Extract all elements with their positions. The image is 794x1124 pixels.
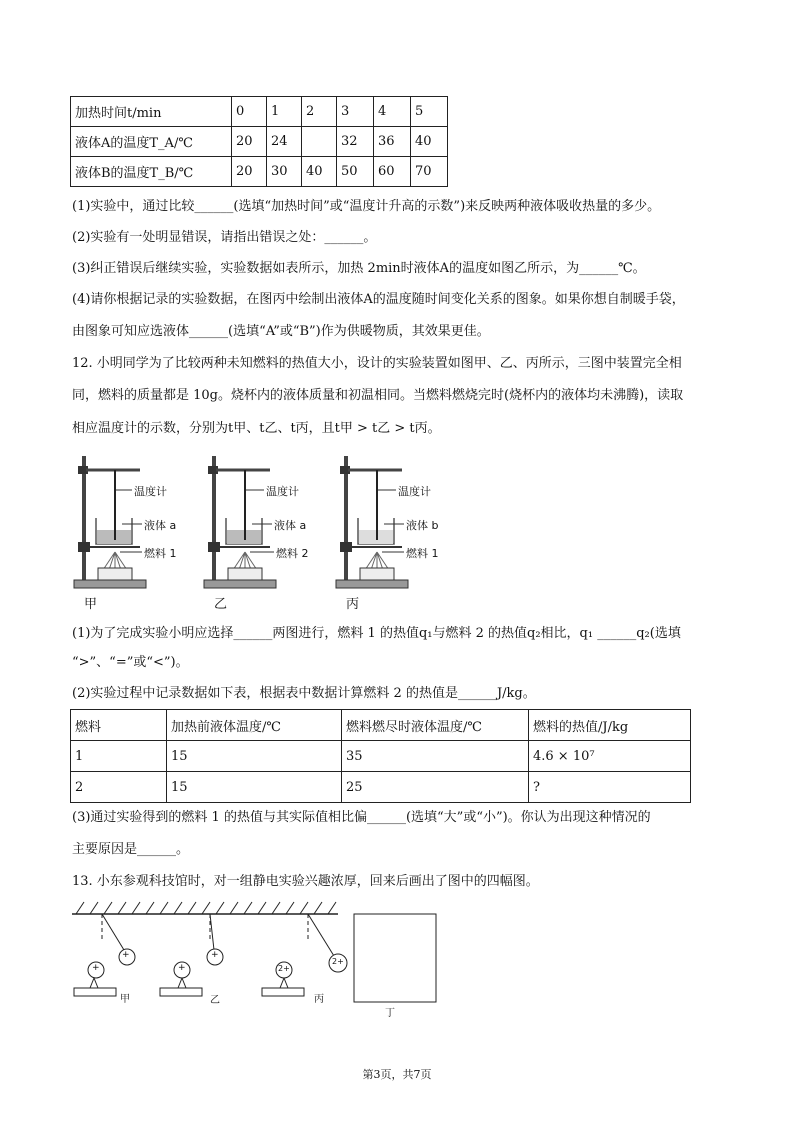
fuel-label: 燃料 2 bbox=[276, 547, 309, 560]
data-table-1 bbox=[70, 96, 448, 187]
table-cell: 50 bbox=[337, 157, 374, 187]
liquid-label: 液体 b bbox=[406, 519, 439, 532]
table-cell: 70 bbox=[411, 157, 448, 187]
table-cell: 24 bbox=[267, 127, 302, 157]
table-cell: 25 bbox=[342, 772, 529, 803]
table-cell: 1 bbox=[71, 741, 167, 772]
table-cell: 2 bbox=[71, 772, 167, 803]
apparatus-yi bbox=[204, 456, 276, 588]
q11-part1: (1)实验中，通过比较______(选填“加热时间”或“温度计升高的示数”)来反映两种液体吸收热量的多少。 bbox=[72, 199, 661, 214]
figure-caption: 丁 bbox=[385, 1008, 395, 1019]
liquid-label: 液体 a bbox=[144, 519, 177, 532]
table-header-cell: 燃料燃尽时液体温度/℃ bbox=[342, 710, 529, 741]
q12-intro-line3: 相应温度计的示数，分别为t甲、t乙、t丙，且t甲 > t乙 > t丙。 bbox=[72, 421, 441, 436]
table-cell: 1 bbox=[267, 97, 302, 127]
table-cell: 液体B的温度T_B/℃ bbox=[71, 157, 232, 187]
table-cell: 加热时间t/min bbox=[71, 97, 232, 127]
q11-part4-line2: 由图象可知应选液体______(选填“A”或“B”)作为供暖物质，其效果更佳。 bbox=[72, 324, 490, 339]
q12-part3-line2: 主要原因是______。 bbox=[72, 842, 190, 857]
apparatus-jia bbox=[74, 456, 146, 588]
q13-intro: 13. 小东参观科技馆时，对一组静电实验兴趣浓厚，回来后画出了图中的四幅图。 bbox=[72, 874, 539, 889]
figure-caption: 丙 bbox=[346, 597, 360, 612]
table-row bbox=[71, 741, 691, 772]
table-cell: 4.6 × 10⁷ bbox=[529, 741, 691, 772]
data-table-2 bbox=[70, 709, 691, 803]
table-row bbox=[71, 710, 691, 741]
figure-caption: 甲 bbox=[84, 597, 98, 612]
charge-label: 2+ bbox=[332, 957, 344, 966]
page-number: 第3页，共7页 bbox=[362, 1068, 432, 1081]
apparatus-bing bbox=[336, 456, 408, 588]
table-cell: 20 bbox=[232, 127, 267, 157]
liquid-label: 液体 a bbox=[274, 519, 307, 532]
table-cell: ? bbox=[529, 772, 691, 803]
table-cell: 32 bbox=[337, 127, 374, 157]
table-cell: 15 bbox=[167, 741, 342, 772]
q12-intro-line1: 12. 小明同学为了比较两种未知燃料的热值大小，设计的实验装置如图甲、乙、丙所示，三图中装置完全相 bbox=[72, 356, 682, 371]
table-header-cell: 燃料的热值/J/kg bbox=[529, 710, 691, 741]
table-header-cell: 燃料 bbox=[71, 710, 167, 741]
table-cell: 20 bbox=[232, 157, 267, 187]
q12-part2: (2)实验过程中记录数据如下表，根据表中数据计算燃料 2 的热值是______J/kg。 bbox=[72, 686, 536, 701]
table-cell: 15 bbox=[167, 772, 342, 803]
q11-part2: (2)实验有一处明显错误，请指出错误之处：______。 bbox=[72, 230, 377, 245]
figure-caption: 甲 bbox=[120, 994, 130, 1005]
table-cell: 2 bbox=[302, 97, 337, 127]
thermometer-label: 温度计 bbox=[398, 485, 431, 498]
table-cell: 35 bbox=[342, 741, 529, 772]
figure-caption: 乙 bbox=[214, 597, 228, 612]
q12-part1-line1: (1)为了完成实验小明应选择______两图进行，燃料 1 的热值q₁与燃料 2 的热值q₂相比，q₁ ______q₂(选填 bbox=[72, 626, 681, 641]
fuel-label: 燃料 1 bbox=[144, 547, 177, 560]
table-cell: 0 bbox=[232, 97, 267, 127]
table-row bbox=[71, 127, 448, 157]
table-cell: 5 bbox=[411, 97, 448, 127]
charge-label: 2+ bbox=[278, 964, 290, 973]
table-cell: 40 bbox=[411, 127, 448, 157]
charge-label: + bbox=[211, 950, 219, 960]
table-cell bbox=[302, 127, 337, 157]
table-cell: 30 bbox=[267, 157, 302, 187]
q12-intro-line2: 同，燃料的质量都是 10g。烧杯内的液体质量和初温相同。当燃料燃烧完时(烧杯内的液体均未沸腾)，读取 bbox=[72, 388, 684, 403]
q11-part3: (3)纠正错误后继续实验，实验数据如表所示，加热 2min时液体A的温度如图乙所示，为______℃。 bbox=[72, 261, 646, 276]
table-cell: 60 bbox=[374, 157, 411, 187]
figure-caption: 丙 bbox=[314, 994, 324, 1005]
table-row bbox=[71, 157, 448, 187]
q12-part3-line1: (3)通过实验得到的燃料 1 的热值与其实际值相比偏______(选填“大”或“小”)。你认为出现这种情况的 bbox=[72, 810, 651, 825]
table-cell: 4 bbox=[374, 97, 411, 127]
charge-label: + bbox=[122, 950, 130, 960]
apparatus-figures bbox=[70, 452, 470, 618]
table-cell: 3 bbox=[337, 97, 374, 127]
q12-part1-line2: “>”、“=”或“<”)。 bbox=[72, 655, 189, 670]
charge-label: + bbox=[178, 963, 186, 973]
table-cell: 液体A的温度T_A/℃ bbox=[71, 127, 232, 157]
table-cell: 40 bbox=[302, 157, 337, 187]
thermometer-label: 温度计 bbox=[134, 485, 167, 498]
table-cell: 36 bbox=[374, 127, 411, 157]
q11-part4-line1: (4)请你根据记录的实验数据，在图丙中绘制出液体A的温度随时间变化关系的图象。如果你想自制暖手袋， bbox=[72, 292, 685, 307]
fuel-label: 燃料 1 bbox=[406, 547, 439, 560]
charge-label: + bbox=[92, 963, 100, 973]
figure-caption: 乙 bbox=[210, 995, 220, 1006]
table-header-cell: 加热前液体温度/℃ bbox=[167, 710, 342, 741]
table-row bbox=[71, 97, 448, 127]
table-row bbox=[71, 772, 691, 803]
thermometer-label: 温度计 bbox=[266, 485, 299, 498]
